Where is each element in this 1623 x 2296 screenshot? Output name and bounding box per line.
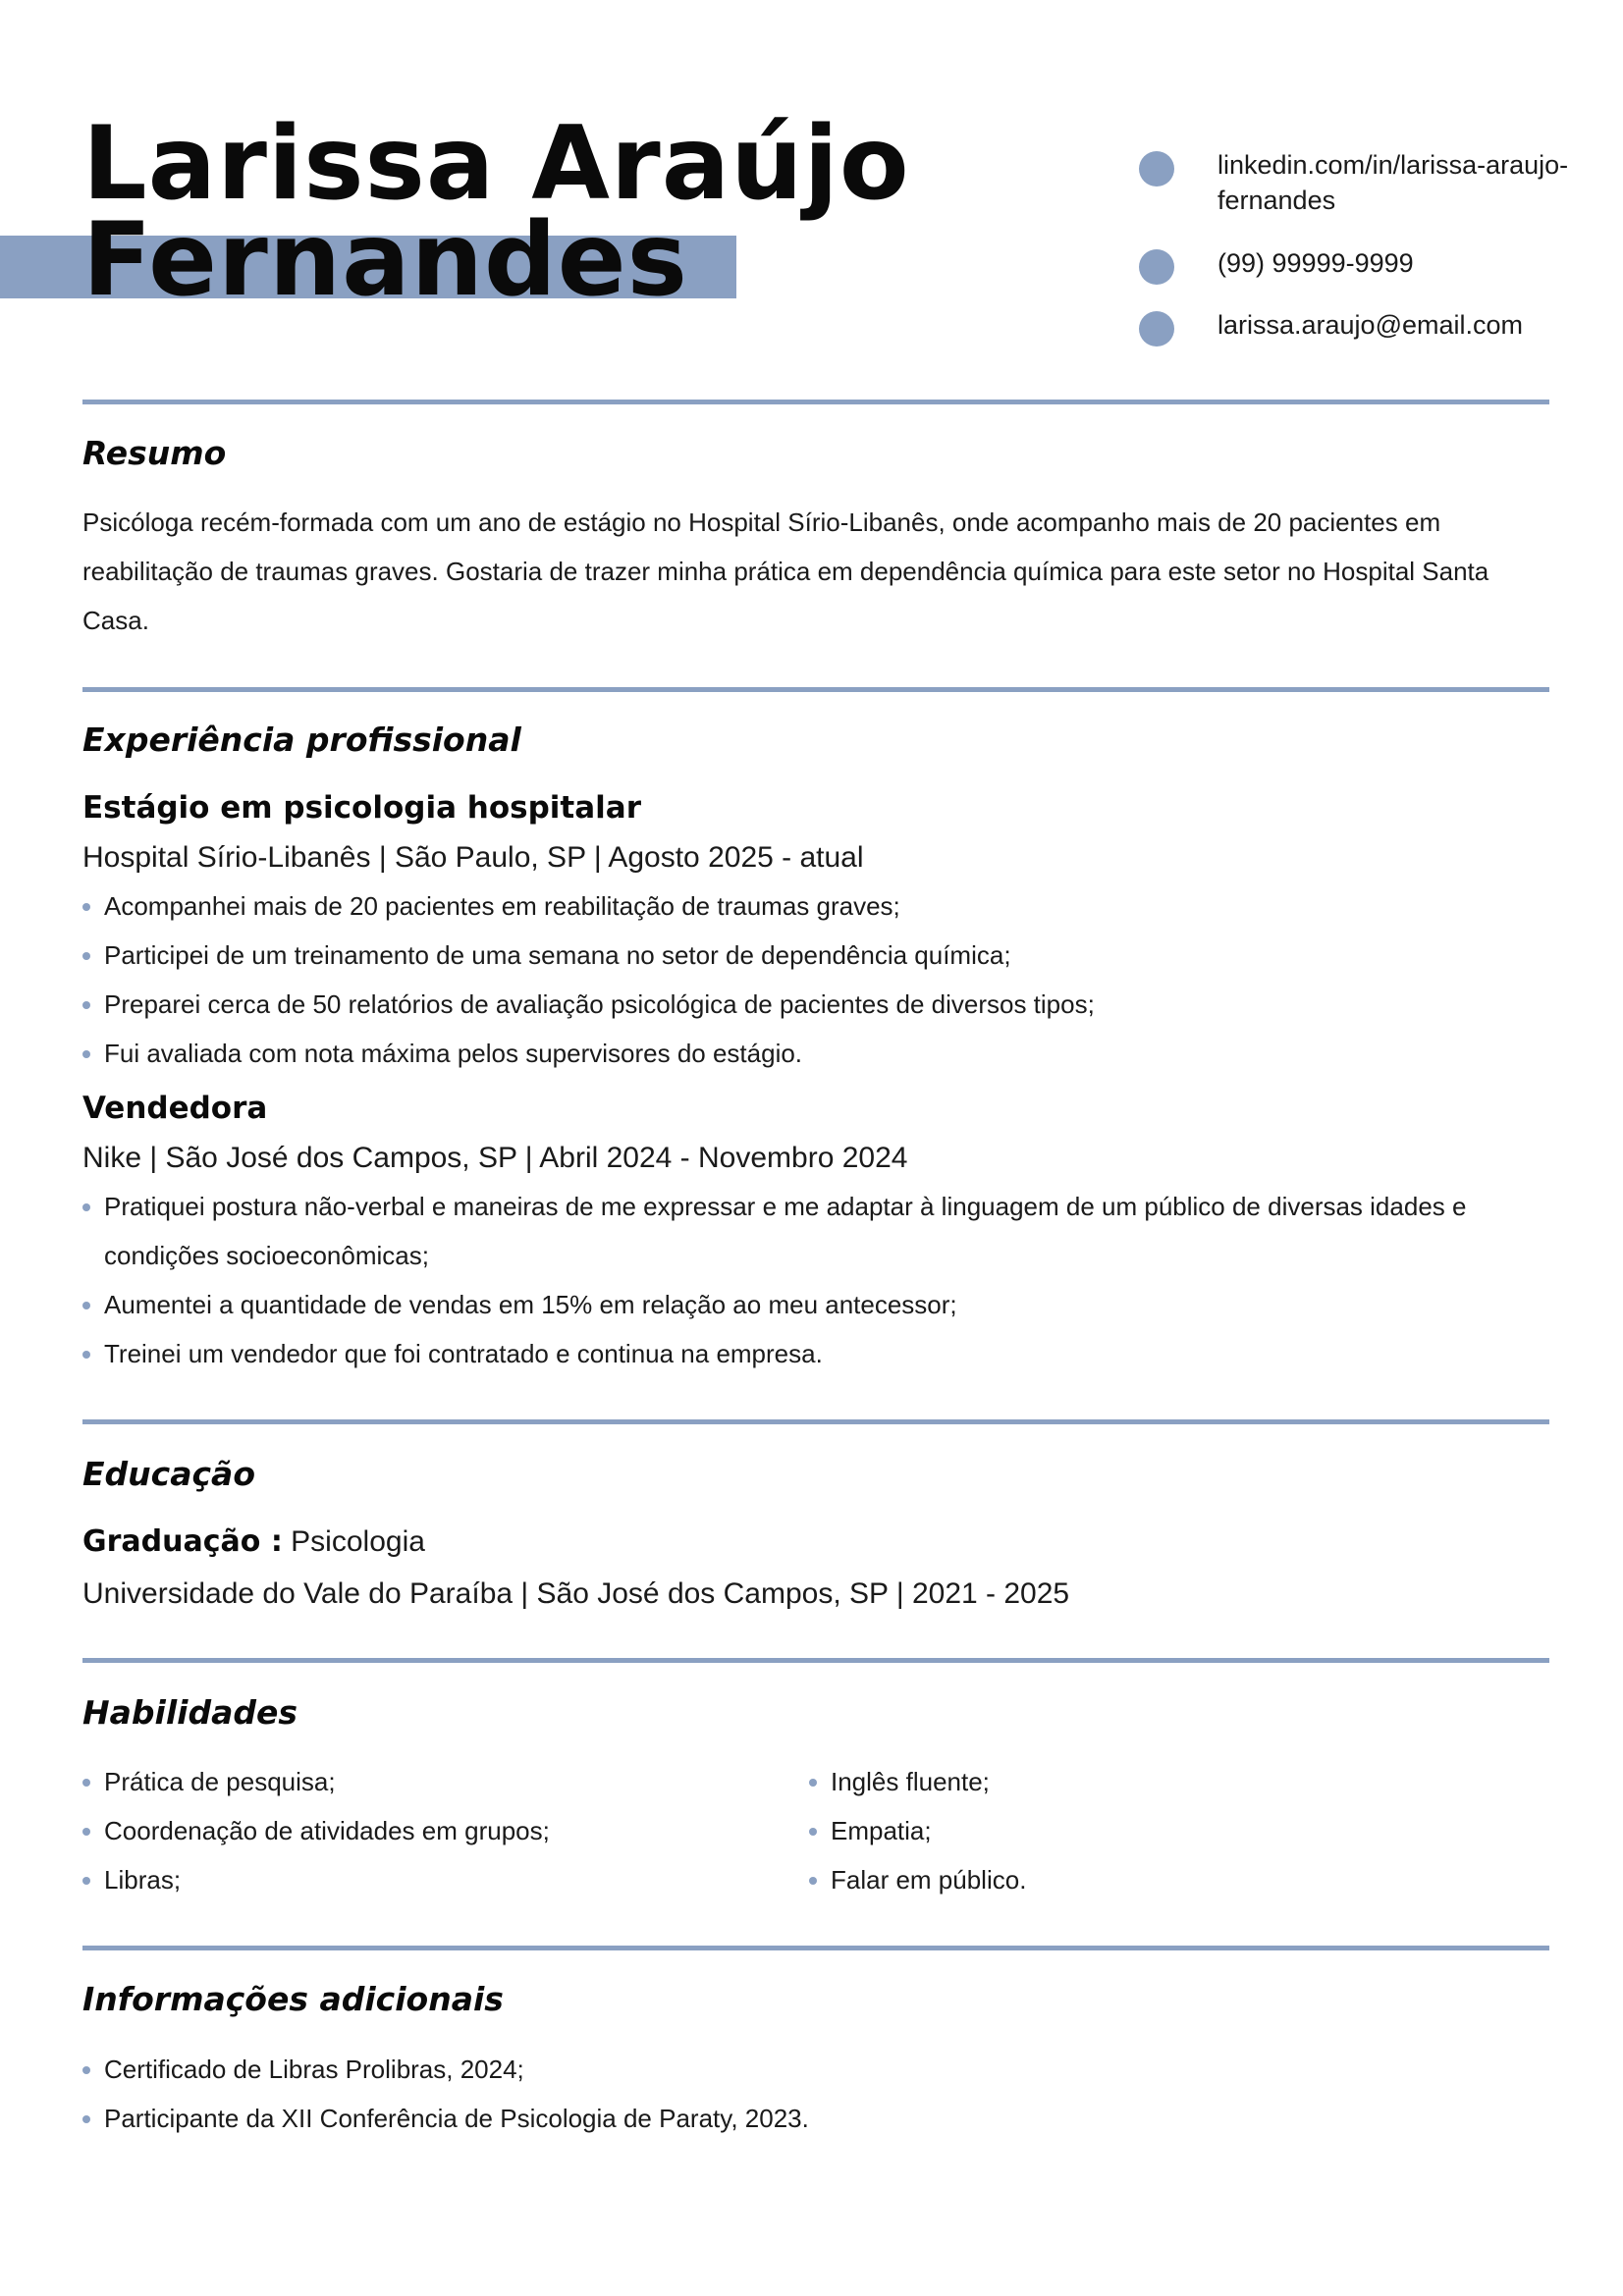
list-item: Prática de pesquisa; bbox=[82, 1757, 770, 1806]
job-meta: Hospital Sírio-Libanês | São Paulo, SP | Agosto 2025 - atual bbox=[82, 841, 864, 874]
list-item: Participei de um treinamento de uma semana no setor de dependência química; bbox=[82, 931, 1549, 980]
section-title-summary: Resumo bbox=[82, 434, 227, 472]
phone-icon bbox=[1139, 249, 1174, 285]
email-icon bbox=[1139, 311, 1174, 347]
divider bbox=[82, 687, 1549, 692]
list-item: Acompanhei mais de 20 pacientes em reabilitação de traumas graves; bbox=[82, 881, 1549, 931]
education-degree-label: Graduação : bbox=[82, 1524, 283, 1559]
contact-phone-text: (99) 99999-9999 bbox=[1217, 248, 1414, 278]
list-item: Inglês fluente; bbox=[809, 1757, 1496, 1806]
divider bbox=[82, 400, 1549, 404]
contact-email[interactable] bbox=[1139, 307, 1571, 356]
list-item: Participante da XII Conferência de Psicologia de Paraty, 2023. bbox=[82, 2094, 1549, 2143]
job-bullets bbox=[82, 881, 1549, 1078]
list-item: Empatia; bbox=[809, 1806, 1496, 1855]
list-item: Aumentei a quantidade de vendas em 15% em relação ao meu antecessor; bbox=[82, 1280, 1549, 1329]
list-item: Falar em público. bbox=[809, 1855, 1496, 1904]
education-degree bbox=[82, 1522, 425, 1562]
contact-linkedin-text: linkedin.com/in/larissa-araujo-fernandes bbox=[1217, 150, 1569, 215]
divider bbox=[82, 1946, 1549, 1950]
list-item: Coordenação de atividades em grupos; bbox=[82, 1806, 770, 1855]
education-degree-value: Psicologia bbox=[291, 1525, 425, 1558]
list-item: Preparei cerca de 50 relatórios de avaliação psicológica de pacientes de diversos tipos; bbox=[82, 980, 1549, 1029]
additional-list bbox=[82, 2045, 1549, 2143]
divider bbox=[82, 1419, 1549, 1424]
contact-list bbox=[1139, 147, 1571, 356]
contact-email-text: larissa.araujo@email.com bbox=[1217, 310, 1524, 340]
contact-phone[interactable] bbox=[1139, 245, 1571, 307]
job-title: Vendedora bbox=[82, 1091, 268, 1126]
skills-left-list bbox=[82, 1757, 770, 1904]
skills-right-list bbox=[809, 1757, 1496, 1904]
section-title-experience: Experiência profissional bbox=[82, 721, 521, 759]
full-name bbox=[82, 105, 910, 319]
divider bbox=[82, 1658, 1549, 1663]
list-item: Certificado de Libras Prolibras, 2024; bbox=[82, 2045, 1549, 2094]
job-title: Estágio em psicologia hospitalar bbox=[82, 790, 641, 826]
job-bullets bbox=[82, 1182, 1549, 1378]
section-title-skills: Habilidades bbox=[82, 1693, 298, 1732]
list-item: Pratiquei postura não-verbal e maneiras de me expressar e me adaptar à linguagem de um público de diversas idades e condições socioeconômicas; bbox=[82, 1182, 1549, 1280]
section-title-education: Educação bbox=[82, 1455, 255, 1493]
list-item: Treinei um vendedor que foi contratado e continua na empresa. bbox=[82, 1329, 1549, 1378]
list-item: Libras; bbox=[82, 1855, 770, 1904]
name-line-2: Fernandes bbox=[82, 201, 688, 319]
job-meta: Nike | São José dos Campos, SP | Abril 2024 - Novembro 2024 bbox=[82, 1142, 908, 1174]
section-title-additional: Informações adicionais bbox=[82, 1980, 504, 2018]
contact-linkedin[interactable] bbox=[1139, 147, 1571, 245]
linkedin-icon bbox=[1139, 151, 1174, 187]
education-institution: Universidade do Vale do Paraíba | São José dos Campos, SP | 2021 - 2025 bbox=[82, 1577, 1070, 1610]
summary-text: Psicóloga recém-formada com um ano de estágio no Hospital Sírio-Libanês, onde acompanho mais de 20 pacientes em reabilitação de traumas graves. Gostaria de trazer minha prática em dependência química para este setor no Hospital Santa Casa. bbox=[82, 507, 1489, 635]
name-line-1: Larissa Araújo bbox=[82, 105, 910, 223]
list-item: Fui avaliada com nota máxima pelos supervisores do estágio. bbox=[82, 1029, 1549, 1078]
